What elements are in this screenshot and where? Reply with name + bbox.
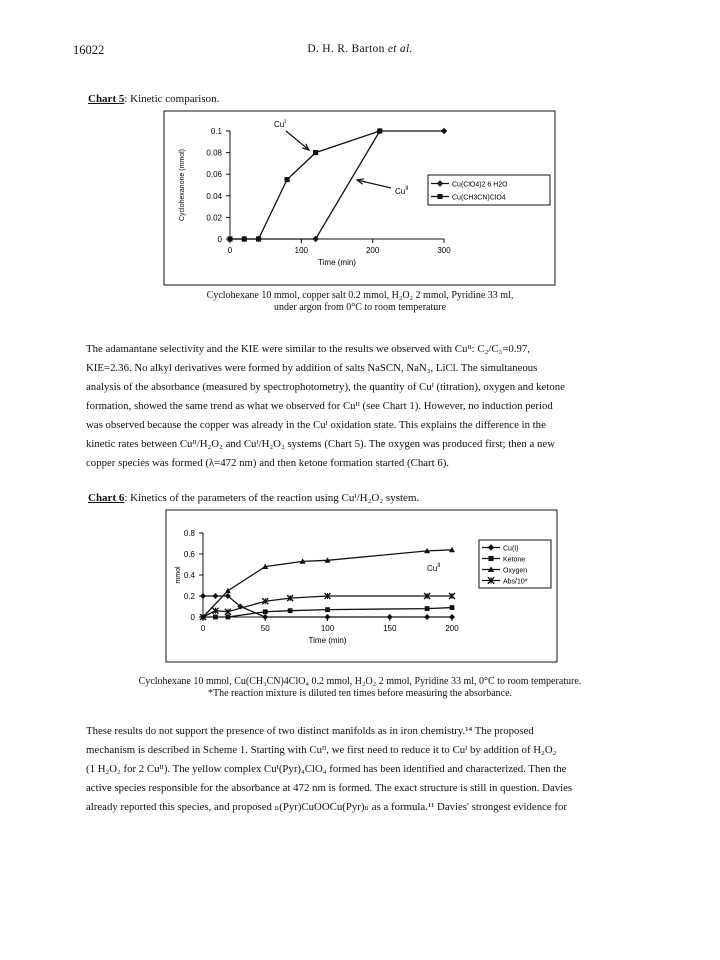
paragraph-line: active species responsible for the absorbance at 472 nm is formed. The exact structure is still in question. Davies — [86, 782, 573, 794]
chart6-ytick-label: 0.2 — [183, 592, 195, 601]
paragraph-line: was observed because the copper was already in the Cuᴵ oxidation state. This explains the difference in the — [86, 419, 546, 431]
chart6-data-point — [387, 614, 393, 620]
chart5-ytick-label: 0 — [217, 235, 222, 244]
chart5-legend-label: Cu(ClO4)2 6 H2O — [452, 181, 508, 189]
paragraph-line: already reported this species, and proposed ₙ(Pyr)CuOOCu(Pyr)ₙ as a formula.¹¹ Davies' strongest evidence for — [86, 801, 567, 813]
page-number: 16022 — [73, 43, 105, 57]
chart5-x-axis-label: Time (min) — [318, 258, 356, 267]
paragraph-line: analysis of the absorbance (measured by spectrophotometry), the quantity of Cuᴵ (titration), oxygen and ketone — [86, 381, 565, 393]
paragraph-line: These results do not support the presence of two distinct manifolds as in iron chemistry.¹⁴ The proposed — [86, 725, 534, 737]
chart6-data-point — [262, 614, 268, 620]
chart6-data-point — [425, 606, 430, 611]
chart5-title: : Kinetic comparison. — [124, 93, 220, 105]
chart5-caption-line1: Cyclohexane 10 mmol, copper salt 0.2 mmol, H₂O₂ 2 mmol, Pyridine 33 ml, — [206, 290, 514, 301]
chart6-caption-line2: *The reaction mixture is diluted ten times before measuring the absorbance. — [207, 688, 513, 699]
chart6-legend — [479, 540, 551, 588]
chart6-data-point — [263, 609, 268, 614]
chart6-data-point — [225, 588, 231, 593]
chart6-caption-line1: Cyclohexane 10 mmol, Cu(CH₃CN)4ClO₄ 0.2 mmol, H₂O₂ 2 mmol, Pyridine 33 ml, 0°C to room temperature. — [138, 676, 582, 687]
chart6-legend-label: Abs/10* — [503, 578, 528, 586]
chart6-data-point — [424, 614, 430, 620]
header-authors: D. H. R. Barton — [307, 43, 385, 55]
chart5-xtick-label: 100 — [294, 246, 309, 255]
paragraph-line: KIE=2.36. No alkyl derivatives were formed by addition of salts NaSCN, NaN₃, LiCl. The simultaneous — [86, 362, 538, 374]
paragraph-line: kinetic rates between Cuᴵᴵ/H₂O₂ and Cuᴵ/H₂O₂ systems (Chart 5). The oxygen was produced first; then a new — [86, 438, 555, 450]
chart6-data-point — [212, 593, 218, 599]
chart6-ytick-label: 0.6 — [183, 550, 195, 559]
chart6-data-point — [200, 593, 206, 599]
chart6-data-point — [226, 615, 231, 620]
chart6-xtick-label: 0 — [200, 624, 206, 633]
paragraph-line: mechanism is described in Scheme 1. Starting with Cuᴵᴵ, we first need to reduce it to Cuᴵ by addition of H₂O₂ — [86, 744, 557, 756]
header-etal: et al. — [387, 43, 413, 55]
chart6-caption — [0, 676, 720, 700]
chart5-legend-label: Cu(CH3CN)ClO4 — [452, 194, 506, 202]
paragraph-2 — [86, 722, 646, 817]
chart6-xtick-label: 50 — [260, 624, 270, 633]
paragraph-line: formation, showed the same trend as what we observed for Cuᴵᴵ (see Chart 1). However, no induction period — [86, 400, 553, 412]
paragraph-line: (1 H₂O₂ for 2 Cuᴵᴵ). The yellow complex Cuᴵ(Pyr)₄ClO₄ formed has been identified and characterized. Then the — [86, 763, 567, 775]
chart5-annotation-cu1: $Cu^I$ — [274, 119, 286, 129]
chart5-ytick-label: 0.06 — [206, 170, 222, 180]
chart5-caption-line2: under argon from 0°C to room temperature — [273, 302, 447, 313]
chart5-ytick-label: 0.08 — [206, 148, 222, 158]
chart5-label: Chart 5 — [88, 93, 125, 105]
chart6-annotation-cu2: $Cu^{II}$ — [427, 563, 441, 573]
chart6-legend-swatch-marker — [488, 556, 493, 561]
chart6-data-point — [325, 607, 330, 612]
chart6-x-axis-label: Time (min) — [308, 636, 347, 645]
chart6-xtick-label: 200 — [445, 624, 459, 633]
chart6-xtick-label: 100 — [320, 624, 335, 633]
chart6-ytick-label: 0 — [190, 613, 195, 622]
chart6-legend-label: Oxygen — [503, 567, 528, 575]
paragraph-line: copper species was formed (λ=472 nm) and then ketone formation started (Chart 6). — [86, 457, 450, 469]
chart5-ytick-label: 0.04 — [206, 191, 222, 201]
paragraph-line: The adamantane selectivity and the KIE were similar to the results we observed with Cuᴵᴵ: C₂/C₃=0.97, — [86, 343, 530, 355]
chart6-ytick-label: 0.8 — [183, 529, 195, 538]
chart5-annotation-cu2: $Cu^{II}$ — [395, 186, 409, 196]
chart5-xtick-label: 200 — [365, 246, 380, 255]
chart6-data-point — [325, 614, 331, 620]
chart6-data-point — [213, 615, 218, 620]
chart6-data-point — [450, 605, 455, 610]
chart6-legend-label: Ketone — [503, 556, 526, 564]
chart6-ytick-label: 0.4 — [183, 571, 195, 580]
chart6-xtick-label: 150 — [383, 624, 397, 633]
chart6-title: : Kinetics of the parameters of the reaction using Cuᴵ/H₂O₂ system. — [124, 492, 420, 504]
chart6-legend-label: Cu(I) — [503, 545, 519, 553]
chart5-y-axis-label: Cyclohexanone (mmol) — [179, 149, 186, 221]
chart5-xtick-label: 300 — [437, 246, 451, 255]
chart6-label: Chart 6 — [88, 492, 125, 504]
chart6-data-point — [449, 614, 455, 620]
chart6-data-point — [288, 608, 293, 613]
chart6-y-axis-label: mmol — [175, 566, 182, 584]
chart5-ytick-label: 0.02 — [206, 213, 222, 223]
chart5-ytick-label: 0.1 — [210, 127, 222, 136]
chart5-xtick-label: 0 — [227, 246, 233, 255]
